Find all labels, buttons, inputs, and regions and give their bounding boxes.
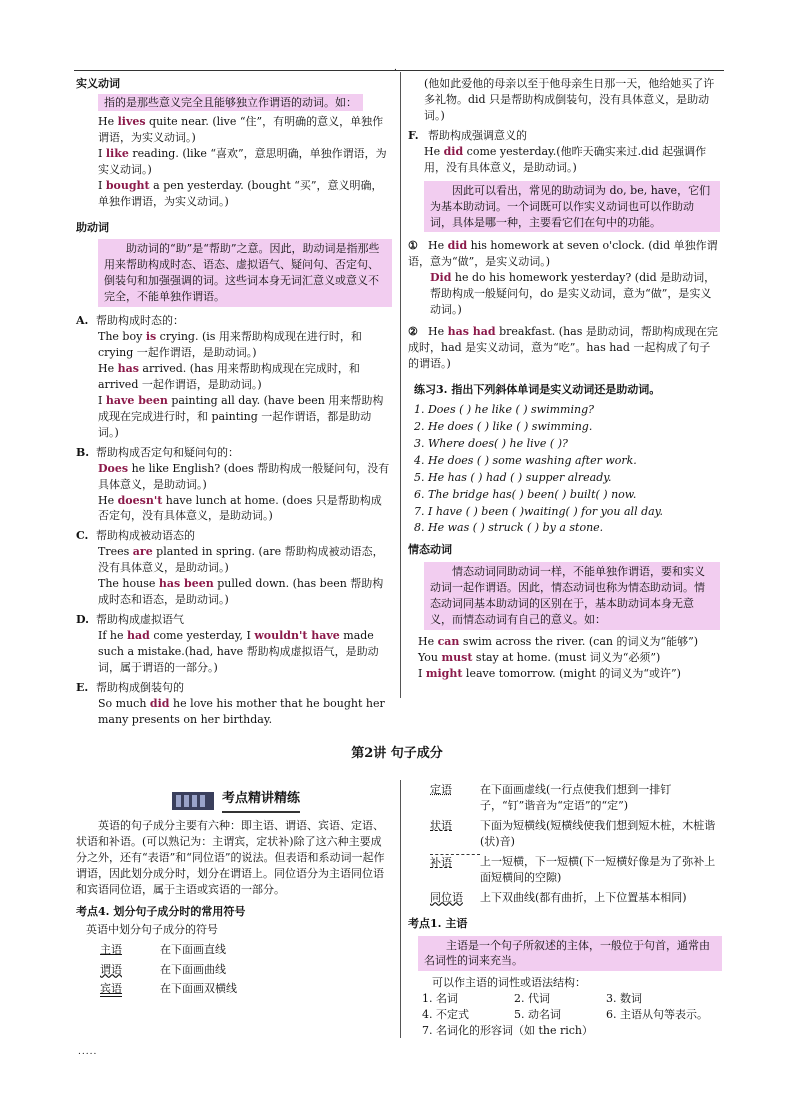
subject-list-intro: 可以作主语的词性或语法结构： bbox=[432, 976, 586, 990]
exercise-item: 4. He does ( ) some washing after work. bbox=[414, 453, 637, 467]
components-intro: 英语的句子成分主要有六种：即主语、谓语、宾语、定语、状语和补语。(可以熟记为：主谓宾，定状补)除了这六种主要成分之外，还有“表语”和“同位语”的说法。但表语和系动词一起作谓语，因此划分成分时，划分在谓语上。同位语分为主语同位语和宾语同位语，属于主语或宾语的一部分。 bbox=[76, 819, 385, 896]
exercise-item: 8. He was ( ) struck ( ) by a stone. bbox=[414, 521, 604, 535]
c-example-2: The house has been pulled down. (has been 帮助构成时态和语态，是助动词。) bbox=[98, 577, 384, 607]
b-example-1: Does he like English? (does 帮助构成一般疑问句，没有具体意义，是助动词。) bbox=[98, 461, 390, 491]
section-f: F. 帮助构成强调意义的 bbox=[408, 128, 527, 142]
symbol-attributive: 定语 在下面画虚线(一行点使我们想到一排钉子，“钉”谐音为“定语”的“定”) bbox=[430, 783, 672, 812]
subject-list-item: 1. 名词 bbox=[422, 992, 458, 1006]
symbol-predicate: 谓语 在下面画曲线 bbox=[100, 962, 226, 976]
column-divider-bottom bbox=[400, 780, 401, 1038]
symbol-subject: 主语 在下面画直线 bbox=[100, 942, 226, 956]
subject-list-item: 7. 名词化的形容词（如 the rich） bbox=[422, 1024, 594, 1038]
books-icon bbox=[172, 792, 214, 810]
right-column bbox=[408, 76, 720, 682]
subject-list-item: 5. 动名词 bbox=[514, 1008, 561, 1022]
notional-example-3: I bought a pen yesterday. (bought “买”，意义明确，单独作谓语，为实义动词。) bbox=[98, 178, 383, 208]
column-divider-top bbox=[400, 72, 401, 698]
subject-list-item: 6. 主语从句等表示。 bbox=[606, 1008, 708, 1022]
exercise-item: 3. Where does( ) he live ( )? bbox=[414, 436, 568, 450]
symbol-intro: 英语中划分句子成分的符号 bbox=[86, 922, 218, 936]
aux-note: 因此可以看出，常见的助动词为 do, be, have，它们为基本助动词。一个词既可以作实义动词也可以作助动词，具体是哪一种，主要看它们在句中的功能。 bbox=[424, 181, 720, 233]
section-c: C. 帮助构成被动语态的 bbox=[76, 529, 195, 543]
b-example-2: He doesn't have lunch at home. (does 只是帮助构成否定句，没有具体意义，是助动词。) bbox=[98, 493, 382, 523]
exercise-item: 7. I have ( ) been ( )waiting( ) for you all day. bbox=[414, 504, 663, 518]
subject-list bbox=[422, 991, 722, 1039]
symbol-adverbial: 状语 下面为短横线(短横线使我们想到短木桩，木桩谐(状)音) bbox=[430, 818, 716, 848]
e-example-1: So much did he love his mother that he bought her many presents on her birthday. bbox=[98, 696, 385, 726]
d-example-1: If he had come yesterday, I wouldn't have made such a mistake.(had, have 帮助构成虚拟语气，是助动词，属于谓语的一部分。) bbox=[98, 629, 379, 674]
bottom-right-column bbox=[408, 782, 722, 1039]
notional-example-2: I like reading. (like “喜欢”，意思明确，单独作谓语，为实义动词。) bbox=[98, 146, 387, 176]
section-e: E. 帮助构成倒装句的 bbox=[76, 680, 184, 694]
subject-list-item: 2. 代词 bbox=[514, 992, 550, 1006]
modal-example-3: I might leave tomorrow. (might 的词义为“或许”) bbox=[418, 666, 681, 680]
top-dot: . bbox=[394, 63, 397, 73]
lecture-title: 第2讲 句子成分 bbox=[351, 746, 443, 761]
section-d: D. 帮助构成虚拟语气 bbox=[76, 613, 184, 627]
subject-list-item: 3. 数词 bbox=[606, 992, 642, 1006]
aux-heading: 助动词 bbox=[76, 220, 109, 234]
notional-def: 指的是那些意义完全且能够独立作谓语的动词。如： bbox=[98, 94, 363, 111]
modal-example-1: He can swim across the river. (can 的词义为“能够”) bbox=[418, 635, 699, 649]
exercise-item: 6. The bridge has( ) been( ) built( ) now. bbox=[414, 487, 637, 501]
section-b: B. 帮助构成否定句和疑问句的： bbox=[76, 445, 239, 459]
subject-def: 主语是一个句子所叙述的主体，一般位于句首，通常由名词性的词来充当。 bbox=[418, 936, 722, 972]
section-banner bbox=[172, 790, 332, 812]
a-example-3: I have been painting all day. (have been 用来帮助构成现在完成进行时，和 painting 一起作谓语，都是助动词。) bbox=[98, 393, 384, 439]
modal-example-2: You must stay at home. (must 词义为“必须”) bbox=[418, 651, 661, 664]
modal-heading: 情态动词 bbox=[408, 543, 452, 557]
e-continuation: (他如此爱他的母亲以至于他母亲生日那一天，他给她买了许多礼物。did 只是帮助构成倒装句，没有具体意义，是助动词。) bbox=[424, 77, 715, 122]
exercise-item: 5. He has ( ) had ( ) supper already. bbox=[414, 470, 612, 484]
exercise-list bbox=[414, 402, 720, 537]
modal-def: 情态动词同助动词一样，不能单独作谓语，要和实义动词一起作谓语。因此，情态动词也称为情态助动词。情态动词同基本助动词的区别在于，基本助动词本身无意义，而情态动词有自己的意义。如： bbox=[424, 562, 720, 630]
contrast-1b: Did he do his homework yesterday? (did 是助动词，帮助构成一般疑问句，do 是实义动词，意为“做”，是实义动词。) bbox=[430, 271, 716, 317]
notional-example-1: He lives quite near. (live “住”，有明确的意义，单独作谓语，为实义动词。) bbox=[98, 114, 384, 144]
exercise-title: 练习3. 指出下列斜体单词是实义动词还是助动词。 bbox=[414, 382, 661, 396]
bottom-left-column bbox=[76, 818, 392, 997]
notional-heading: 实义动词 bbox=[76, 77, 120, 90]
symbol-appositive: 同位语 上下双曲线(都有曲折，上下位置基本相同) bbox=[430, 890, 687, 904]
subject-list-item: 4. 不定式 bbox=[422, 1008, 469, 1022]
section-a: A. 帮助构成时态的： bbox=[76, 314, 184, 328]
banner-text: 考点精讲精练 bbox=[222, 790, 300, 813]
c-example-1: Trees are planted in spring. (are 帮助构成被动语态，没有具体意义，是助动词。) bbox=[98, 545, 384, 575]
exercise-item: 1. Does ( ) he like ( ) swimming? bbox=[414, 402, 595, 416]
symbol-complement: 补语 上一短横，下一短横(下一短横好像是为了弥补上面短横间的空隙) bbox=[430, 854, 716, 884]
a-example-1: The boy is crying. (is 用来帮助构成现在进行时，和 crying 一起作谓语，是助动词。) bbox=[98, 330, 362, 360]
header-rule bbox=[74, 70, 724, 71]
f-example-1: He did come yesterday.(他昨天确实来过.did 起强调作用，没有具体意义，是助动词。) bbox=[424, 144, 707, 174]
contrast-1: ① He did his homework at seven o'clock. (did 单独作谓语，意为“做”，是实义动词。) bbox=[408, 239, 718, 269]
contrast-2: ② He has had breakfast. (has 是助动词，帮助构成现在完成时，had 是实义动词，意为“吃”。has had 一起构成了句子的谓语。) bbox=[408, 325, 718, 370]
aux-def: 助动词的“助”是“帮助”之意。因此，助动词是指那些用来帮助构成时态、语态、虚拟语气、疑问句、否定句、倒装句和加强强调的词。这些词本身无词汇意义或意义不完全，不能单独作谓语。 bbox=[98, 239, 392, 307]
symbol-object: 宾语 在下面画双横线 bbox=[100, 982, 237, 996]
left-column bbox=[76, 76, 392, 728]
exercise-item: 2. He does ( ) like ( ) swimming. bbox=[414, 419, 593, 433]
bottom-dots: ..... bbox=[78, 1047, 98, 1057]
a-example-2: He has arrived. (has 用来帮助构成现在完成时，和 arrived 一起作谓语，是助动词。) bbox=[98, 362, 360, 391]
point-4-heading: 考点4. 划分句子成分时的常用符号 bbox=[76, 904, 246, 918]
point-1-heading: 考点1. 主语 bbox=[408, 916, 468, 930]
